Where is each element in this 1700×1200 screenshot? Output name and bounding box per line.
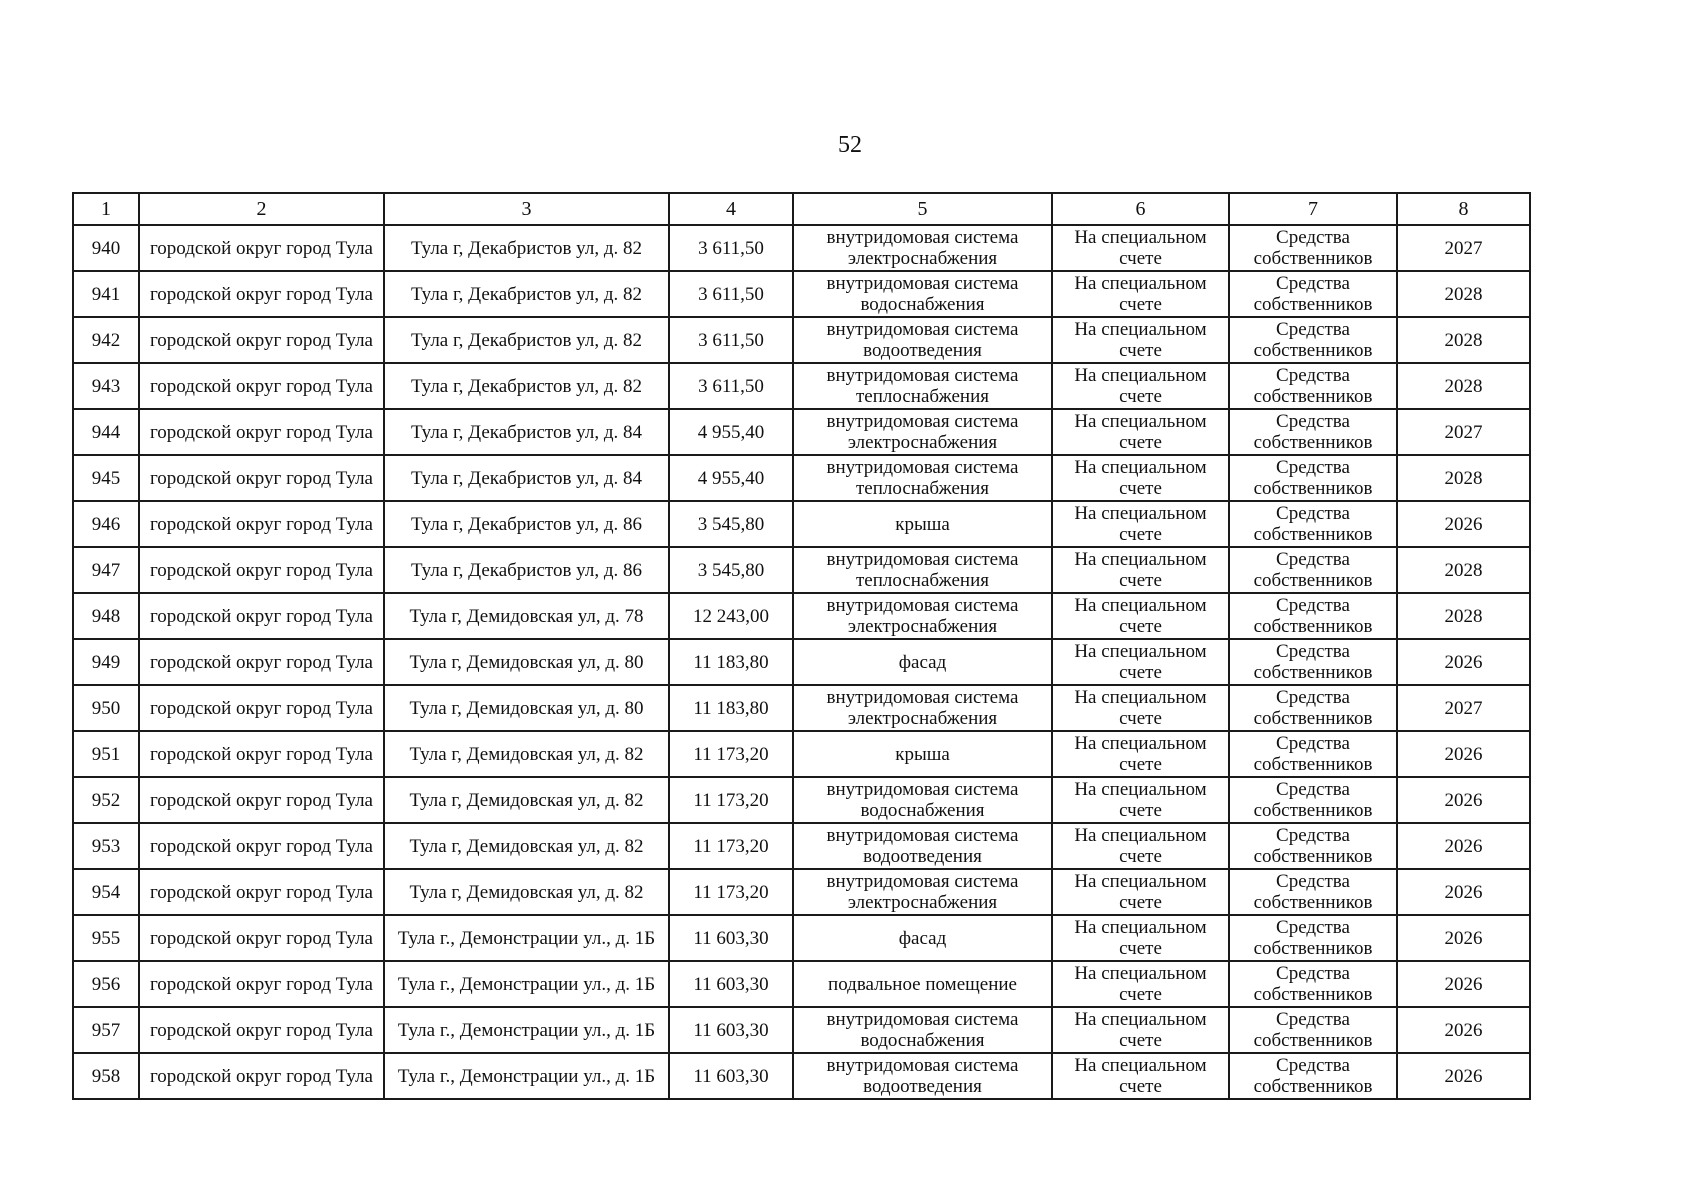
municipality-cell: городской округ город Тула <box>139 271 384 317</box>
year-cell: 2028 <box>1397 363 1530 409</box>
year-cell: 2026 <box>1397 961 1530 1007</box>
municipality-cell: городской округ город Тула <box>139 225 384 271</box>
area-cell: 11 173,20 <box>669 777 793 823</box>
municipality-cell: городской округ город Тула <box>139 961 384 1007</box>
year-cell: 2026 <box>1397 639 1530 685</box>
header-row <box>73 193 1530 225</box>
fund-method-cell: На специальном счете <box>1052 409 1229 455</box>
area-cell: 11 173,20 <box>669 869 793 915</box>
funding-source-cell: Средства собственников <box>1229 685 1397 731</box>
row-number-cell: 944 <box>73 409 139 455</box>
work-type-cell: фасад <box>793 915 1052 961</box>
address-cell: Тула г, Демидовская ул, д. 82 <box>384 731 669 777</box>
municipality-cell: городской округ город Тула <box>139 593 384 639</box>
funding-source-cell: Средства собственников <box>1229 1053 1397 1099</box>
area-cell: 4 955,40 <box>669 455 793 501</box>
year-cell: 2028 <box>1397 271 1530 317</box>
repair-schedule-table <box>72 192 1531 1100</box>
row-number-cell: 950 <box>73 685 139 731</box>
work-type-cell: внутридомовая система электроснабжения <box>793 685 1052 731</box>
area-cell: 12 243,00 <box>669 593 793 639</box>
funding-source-cell: Средства собственников <box>1229 455 1397 501</box>
funding-source-cell: Средства собственников <box>1229 639 1397 685</box>
year-cell: 2026 <box>1397 1053 1530 1099</box>
funding-source-cell: Средства собственников <box>1229 271 1397 317</box>
address-cell: Тула г, Демидовская ул, д. 82 <box>384 823 669 869</box>
fund-method-cell: На специальном счете <box>1052 777 1229 823</box>
row-number-cell: 953 <box>73 823 139 869</box>
row-number-cell: 946 <box>73 501 139 547</box>
work-type-cell: внутридомовая система водоснабжения <box>793 271 1052 317</box>
municipality-cell: городской округ город Тула <box>139 823 384 869</box>
municipality-cell: городской округ город Тула <box>139 639 384 685</box>
year-cell: 2028 <box>1397 317 1530 363</box>
address-cell: Тула г, Демидовская ул, д. 80 <box>384 639 669 685</box>
year-cell: 2027 <box>1397 225 1530 271</box>
fund-method-cell: На специальном счете <box>1052 961 1229 1007</box>
area-cell: 3 611,50 <box>669 271 793 317</box>
row-number-cell: 940 <box>73 225 139 271</box>
page-number: 52 <box>838 132 862 158</box>
work-type-cell: внутридомовая система водоотведения <box>793 823 1052 869</box>
municipality-cell: городской округ город Тула <box>139 455 384 501</box>
area-cell: 11 183,80 <box>669 685 793 731</box>
municipality-cell: городской округ город Тула <box>139 501 384 547</box>
municipality-cell: городской округ город Тула <box>139 1007 384 1053</box>
row-number-cell: 952 <box>73 777 139 823</box>
table-row <box>73 731 1530 777</box>
row-number-cell: 957 <box>73 1007 139 1053</box>
funding-source-cell: Средства собственников <box>1229 1007 1397 1053</box>
address-cell: Тула г, Демидовская ул, д. 80 <box>384 685 669 731</box>
address-cell: Тула г, Декабристов ул, д. 82 <box>384 225 669 271</box>
table-row <box>73 317 1530 363</box>
year-cell: 2026 <box>1397 731 1530 777</box>
area-cell: 4 955,40 <box>669 409 793 455</box>
work-type-cell: внутридомовая система электроснабжения <box>793 409 1052 455</box>
work-type-cell: внутридомовая система водоотведения <box>793 1053 1052 1099</box>
funding-source-cell: Средства собственников <box>1229 317 1397 363</box>
area-cell: 11 603,30 <box>669 1007 793 1053</box>
work-type-cell: внутридомовая система электроснабжения <box>793 225 1052 271</box>
column-header: 4 <box>669 193 793 225</box>
fund-method-cell: На специальном счете <box>1052 1053 1229 1099</box>
row-number-cell: 941 <box>73 271 139 317</box>
row-number-cell: 948 <box>73 593 139 639</box>
year-cell: 2026 <box>1397 777 1530 823</box>
address-cell: Тула г, Декабристов ул, д. 86 <box>384 547 669 593</box>
fund-method-cell: На специальном счете <box>1052 823 1229 869</box>
work-type-cell: внутридомовая система теплоснабжения <box>793 455 1052 501</box>
funding-source-cell: Средства собственников <box>1229 869 1397 915</box>
table-row <box>73 455 1530 501</box>
year-cell: 2026 <box>1397 915 1530 961</box>
municipality-cell: городской округ город Тула <box>139 1053 384 1099</box>
table-row <box>73 1007 1530 1053</box>
municipality-cell: городской округ город Тула <box>139 915 384 961</box>
row-number-cell: 951 <box>73 731 139 777</box>
fund-method-cell: На специальном счете <box>1052 1007 1229 1053</box>
fund-method-cell: На специальном счете <box>1052 639 1229 685</box>
work-type-cell: внутридомовая система электроснабжения <box>793 869 1052 915</box>
fund-method-cell: На специальном счете <box>1052 685 1229 731</box>
funding-source-cell: Средства собственников <box>1229 409 1397 455</box>
row-number-cell: 955 <box>73 915 139 961</box>
year-cell: 2026 <box>1397 823 1530 869</box>
year-cell: 2027 <box>1397 685 1530 731</box>
row-number-cell: 942 <box>73 317 139 363</box>
year-cell: 2028 <box>1397 455 1530 501</box>
funding-source-cell: Средства собственников <box>1229 593 1397 639</box>
table-row <box>73 915 1530 961</box>
work-type-cell: внутридомовая система водоотведения <box>793 317 1052 363</box>
row-number-cell: 945 <box>73 455 139 501</box>
table-row <box>73 823 1530 869</box>
column-header: 1 <box>73 193 139 225</box>
year-cell: 2028 <box>1397 593 1530 639</box>
table-row <box>73 547 1530 593</box>
year-cell: 2026 <box>1397 869 1530 915</box>
funding-source-cell: Средства собственников <box>1229 961 1397 1007</box>
row-number-cell: 943 <box>73 363 139 409</box>
work-type-cell: фасад <box>793 639 1052 685</box>
area-cell: 11 603,30 <box>669 915 793 961</box>
funding-source-cell: Средства собственников <box>1229 363 1397 409</box>
table-row <box>73 271 1530 317</box>
municipality-cell: городской округ город Тула <box>139 363 384 409</box>
year-cell: 2028 <box>1397 547 1530 593</box>
table-row <box>73 961 1530 1007</box>
table-row <box>73 869 1530 915</box>
address-cell: Тула г, Декабристов ул, д. 86 <box>384 501 669 547</box>
row-number-cell: 954 <box>73 869 139 915</box>
work-type-cell: внутридомовая система теплоснабжения <box>793 547 1052 593</box>
work-type-cell: крыша <box>793 731 1052 777</box>
fund-method-cell: На специальном счете <box>1052 501 1229 547</box>
fund-method-cell: На специальном счете <box>1052 869 1229 915</box>
table-row <box>73 225 1530 271</box>
address-cell: Тула г., Демонстрации ул., д. 1Б <box>384 961 669 1007</box>
work-type-cell: внутридомовая система теплоснабжения <box>793 363 1052 409</box>
municipality-cell: городской округ город Тула <box>139 547 384 593</box>
fund-method-cell: На специальном счете <box>1052 915 1229 961</box>
fund-method-cell: На специальном счете <box>1052 317 1229 363</box>
address-cell: Тула г., Демонстрации ул., д. 1Б <box>384 915 669 961</box>
address-cell: Тула г, Декабристов ул, д. 84 <box>384 409 669 455</box>
row-number-cell: 947 <box>73 547 139 593</box>
address-cell: Тула г., Демонстрации ул., д. 1Б <box>384 1053 669 1099</box>
column-header: 7 <box>1229 193 1397 225</box>
area-cell: 11 603,30 <box>669 1053 793 1099</box>
funding-source-cell: Средства собственников <box>1229 731 1397 777</box>
fund-method-cell: На специальном счете <box>1052 593 1229 639</box>
municipality-cell: городской округ город Тула <box>139 685 384 731</box>
address-cell: Тула г, Декабристов ул, д. 84 <box>384 455 669 501</box>
area-cell: 3 611,50 <box>669 225 793 271</box>
column-header: 6 <box>1052 193 1229 225</box>
municipality-cell: городской округ город Тула <box>139 777 384 823</box>
address-cell: Тула г, Декабристов ул, д. 82 <box>384 363 669 409</box>
fund-method-cell: На специальном счете <box>1052 731 1229 777</box>
fund-method-cell: На специальном счете <box>1052 271 1229 317</box>
table-row <box>73 501 1530 547</box>
row-number-cell: 949 <box>73 639 139 685</box>
area-cell: 3 545,80 <box>669 547 793 593</box>
year-cell: 2026 <box>1397 501 1530 547</box>
funding-source-cell: Средства собственников <box>1229 777 1397 823</box>
address-cell: Тула г, Демидовская ул, д. 82 <box>384 777 669 823</box>
table-row <box>73 685 1530 731</box>
funding-source-cell: Средства собственников <box>1229 547 1397 593</box>
year-cell: 2027 <box>1397 409 1530 455</box>
municipality-cell: городской округ город Тула <box>139 409 384 455</box>
table-row <box>73 1053 1530 1099</box>
area-cell: 3 545,80 <box>669 501 793 547</box>
address-cell: Тула г, Демидовская ул, д. 82 <box>384 869 669 915</box>
area-cell: 11 183,80 <box>669 639 793 685</box>
fund-method-cell: На специальном счете <box>1052 547 1229 593</box>
municipality-cell: городской округ город Тула <box>139 731 384 777</box>
table-row <box>73 639 1530 685</box>
address-cell: Тула г, Декабристов ул, д. 82 <box>384 271 669 317</box>
table-row <box>73 409 1530 455</box>
area-cell: 11 603,30 <box>669 961 793 1007</box>
work-type-cell: внутридомовая система водоснабжения <box>793 777 1052 823</box>
column-header: 2 <box>139 193 384 225</box>
table-row <box>73 777 1530 823</box>
column-header: 8 <box>1397 193 1530 225</box>
address-cell: Тула г., Демонстрации ул., д. 1Б <box>384 1007 669 1053</box>
municipality-cell: городской округ город Тула <box>139 317 384 363</box>
fund-method-cell: На специальном счете <box>1052 363 1229 409</box>
funding-source-cell: Средства собственников <box>1229 501 1397 547</box>
row-number-cell: 956 <box>73 961 139 1007</box>
table-row <box>73 593 1530 639</box>
row-number-cell: 958 <box>73 1053 139 1099</box>
table-body <box>73 193 1530 1099</box>
funding-source-cell: Средства собственников <box>1229 225 1397 271</box>
work-type-cell: подвальное помещение <box>793 961 1052 1007</box>
area-cell: 11 173,20 <box>669 731 793 777</box>
year-cell: 2026 <box>1397 1007 1530 1053</box>
work-type-cell: крыша <box>793 501 1052 547</box>
column-header: 5 <box>793 193 1052 225</box>
table-row <box>73 363 1530 409</box>
area-cell: 11 173,20 <box>669 823 793 869</box>
address-cell: Тула г, Демидовская ул, д. 78 <box>384 593 669 639</box>
funding-source-cell: Средства собственников <box>1229 915 1397 961</box>
address-cell: Тула г, Декабристов ул, д. 82 <box>384 317 669 363</box>
fund-method-cell: На специальном счете <box>1052 455 1229 501</box>
fund-method-cell: На специальном счете <box>1052 225 1229 271</box>
area-cell: 3 611,50 <box>669 363 793 409</box>
column-header: 3 <box>384 193 669 225</box>
work-type-cell: внутридомовая система электроснабжения <box>793 593 1052 639</box>
municipality-cell: городской округ город Тула <box>139 869 384 915</box>
area-cell: 3 611,50 <box>669 317 793 363</box>
work-type-cell: внутридомовая система водоснабжения <box>793 1007 1052 1053</box>
funding-source-cell: Средства собственников <box>1229 823 1397 869</box>
